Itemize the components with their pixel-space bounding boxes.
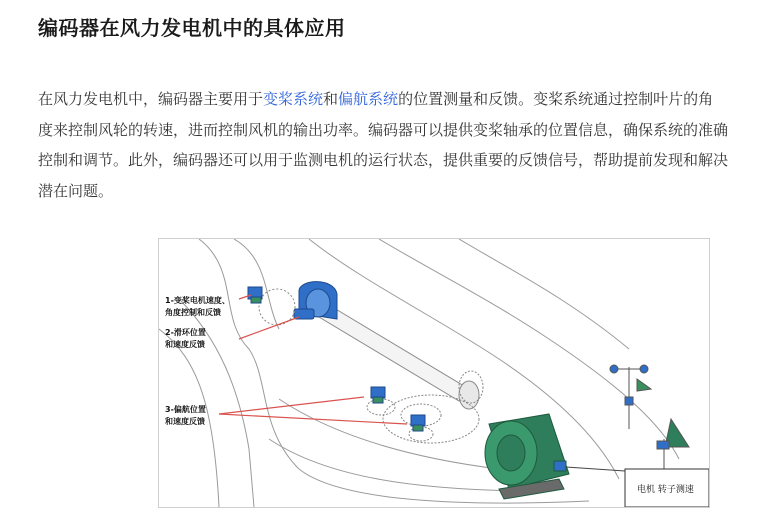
label-3-line-2: 和速度反馈 — [165, 417, 205, 426]
paragraph-text-2: 和 — [323, 90, 339, 108]
generator-motor — [485, 414, 569, 499]
turbine-illustration — [159, 239, 709, 507]
motor-label: 电机 转子测速 — [637, 485, 694, 495]
pitch-encoder — [248, 287, 295, 325]
anemometer — [610, 365, 689, 469]
main-bearing — [294, 282, 337, 319]
wind-turbine-diagram — [158, 238, 710, 508]
article-paragraph — [38, 84, 728, 206]
label-3-line-1: 3-偏航位置 — [165, 405, 206, 414]
label-1-line-1: 1-变桨电机速度、 — [165, 296, 230, 305]
yaw-encoders — [371, 387, 425, 431]
pitch-system-link[interactable]: 变桨系统 — [263, 90, 324, 108]
label-1-line-2: 角度控制和反馈 — [165, 308, 221, 317]
paragraph-text-3: 的位置测量和反馈。变桨系统通过控制叶片的角度来控制风轮的转速，进而控制风机的输出功率。编码器可以提供变桨轴承的位置信息，确保系统的准确控制和调节。此外，编码器还可以用于监测电机的运行状态，提供重要的反馈信号，帮助提前发现和解决潜在问题。 — [38, 90, 729, 200]
label-2-line-1: 2-滑环位置 — [165, 328, 206, 337]
label-2-line-2: 和速度反馈 — [165, 340, 205, 349]
yaw-system-link[interactable]: 偏航系统 — [338, 90, 399, 108]
paragraph-text-1: 在风力发电机中，编码器主要用于 — [38, 90, 264, 108]
page-title: 编码器在风力发电机中的具体应用 — [38, 16, 346, 40]
